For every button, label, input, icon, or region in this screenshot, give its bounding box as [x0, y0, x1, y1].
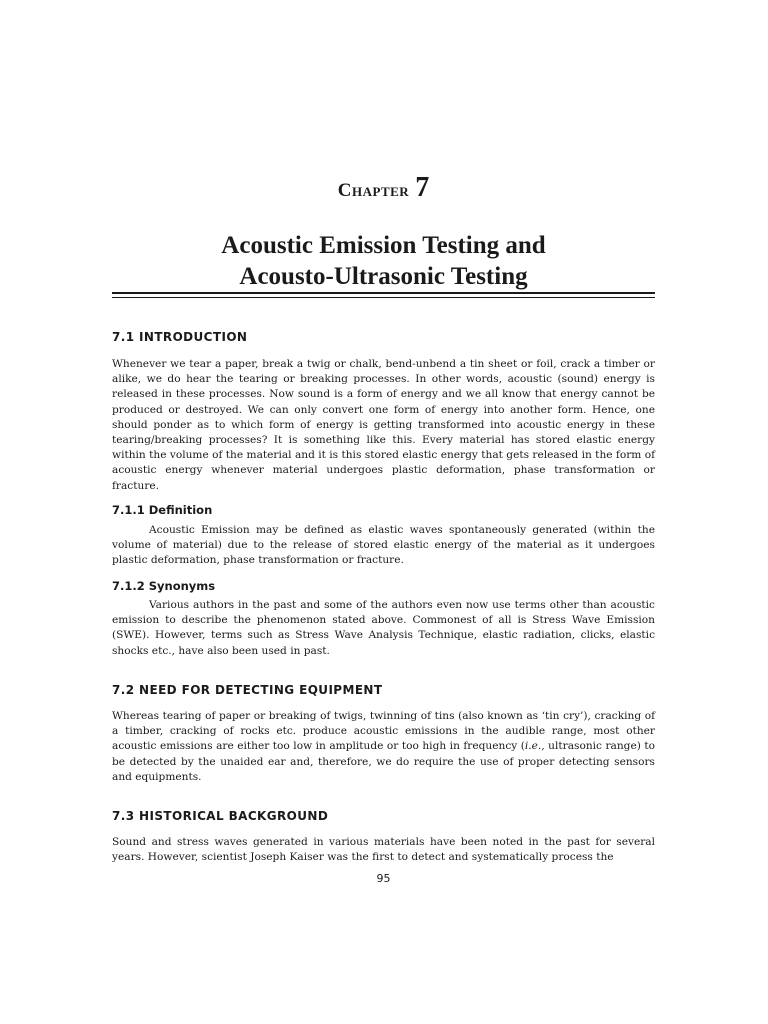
section-7-2-paragraph: [112, 709, 655, 785]
page-number: 95: [376, 872, 391, 885]
title-rule-thick: [112, 292, 655, 294]
section-7-2-heading: 7.2 NEED FOR DETECTING EQUIPMENT: [112, 683, 383, 697]
section-7-2-ie: i.e.,: [524, 740, 545, 753]
section-7-1-2-paragraph: Various authors in the past and some of the authors even now use terms other than acoustic emission to describe the phenomenon stated above. Commonest of all is Stress Wave Emission (SWE). However, terms such as Stress Wave Analysis Technique, elastic radiation, clicks, elastic shocks etc., have also been used in past.: [112, 599, 655, 657]
section-7-1-1-paragraph: Acoustic Emission may be defined as elastic waves spontaneously generated (within the volume of material) due to the release of stored elastic energy of the material as it undergoes plastic deformation, phase transformation or fracture.: [112, 524, 655, 567]
chapter-title: [112, 230, 655, 292]
chapter-number: 7: [415, 172, 430, 203]
section-7-2-text-a: Whereas tearing of paper or breaking of twigs, twinning of tins (also known as ‘tin cry’), cracking of a timber, cracking of rocks etc. produce acoustic emissions in the audible range, most other acoustic emissions are either too low in amplitude or too high in frequency (: [112, 710, 655, 753]
book-page: [112, 0, 655, 1024]
section-7-1-1-heading: 7.1.1 Definition: [112, 503, 213, 517]
section-7-1-2-heading: 7.1.2 Synonyms: [112, 579, 216, 593]
chapter-title-line-1: Acoustic Emission Testing and: [221, 232, 546, 259]
chapter-title-line-2: Acousto-Ultrasonic Testing: [239, 263, 528, 290]
section-7-1-heading: 7.1 INTRODUCTION: [112, 330, 248, 344]
title-rule-thin: [112, 297, 655, 298]
chapter-word: Chapter: [337, 180, 410, 201]
section-7-3-paragraph: Sound and stress waves generated in various materials have been noted in the past for several years. However, scientist Joseph Kaiser was the first to detect and systematically process the: [112, 836, 655, 864]
section-7-3-heading: 7.3 HISTORICAL BACKGROUND: [112, 809, 329, 823]
section-7-1-paragraph: Whenever we tear a paper, break a twig or chalk, bend-unbend a tin sheet or foil, crack a timber or alike, we do hear the tearing or breaking processes. In other words, acoustic (sound) energy is released in these processes. Now sound is a form of energy and we all know that energy cannot be produced or destroyed. We can only convert one form of energy into another form. Hence, one should ponder as to which form of energy is getting transformed into acoustic energy in these tearing/breaking processes? It is something like this. Every material has stored elastic energy within the volume of the material and it is this stored elastic energy that gets released in the form of acoustic energy whenever material undergoes plastic deformation, phase transformation or fracture.: [112, 358, 655, 492]
section-7-2-text-b: ultrasonic range) to be detected by the unaided ear and, therefore, we do require the use of proper detecting sensors and equipments.: [112, 740, 656, 783]
chapter-label: [112, 172, 655, 204]
